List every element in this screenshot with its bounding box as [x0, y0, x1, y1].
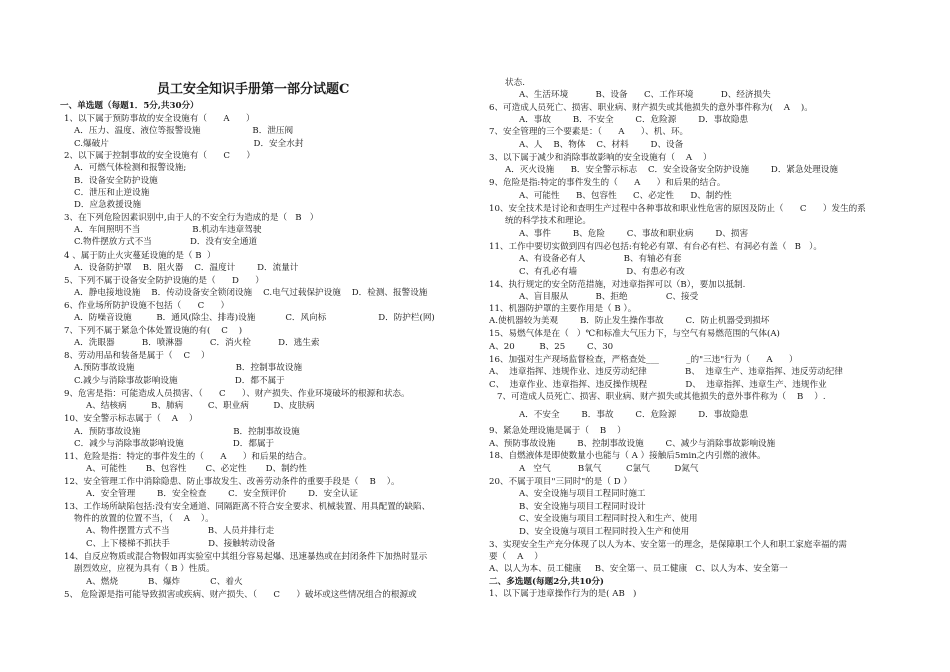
question-line: 5、下列不属于设备安全防护设施的是（ D ） — [64, 276, 264, 286]
section-heading: 一、单选题（每题1．5分,共30分） — [60, 101, 199, 111]
question-line: A．预防事故设施 B．控制事故设施 — [74, 427, 300, 437]
question-line: 11、工作中要切实做到四有四必包括:有轮必有罩、有台必有栏、有洞必有盖（ B ）。 — [489, 242, 823, 252]
question-line: C、有孔必有墙 D、有患必有改 — [519, 267, 685, 277]
question-line: D、安全设施与项目工程同时投入生产和使用 — [519, 527, 690, 537]
question-line: 12、安全管理工作中消除隐患、防止事故发生、改善劳动条件的重要手段是（ B ）。 — [64, 477, 400, 487]
question-line: 20、不属于项目"三同时"的是（ D ） — [489, 477, 632, 487]
question-line: C.爆破片 D．安全水封 — [74, 139, 304, 149]
question-line: 剧烈效应，应视为具有（ B ）性质。 — [74, 564, 215, 574]
question-line: 5、 危险源是指可能导致损害或疾病、财产损失、（ C ）破坏或这些情况组合的根源或 — [64, 590, 417, 600]
question-line: 9、紧急处理设施是属于（ B ） — [489, 426, 626, 436]
question-line: A．设备防护罩 B．阻火器 C．温度计 D．流量计 — [74, 263, 299, 273]
question-line: A、安全设施与项目工程同时施工 — [519, 489, 646, 499]
question-line: A．安全管理 B．安全检查 C．安全预评价 D．安全认证 — [86, 489, 359, 499]
question-line: C.物件摆放方式不当 D．没有安全通道 — [74, 237, 258, 247]
section-heading: 二、多选题(每题2分,共10分) — [489, 577, 605, 587]
question-line: A、物件摆置方式不当 B、人员并排行走 — [86, 526, 275, 536]
question-line: A、结核病 B、肺病 C、职业病 D、皮肤病 — [86, 401, 315, 411]
question-line: D．应急救援设施 — [74, 200, 142, 210]
question-line: C、 违章作业、违章指挥、违反操作规程 D、 违章指挥、违章生产、违规作业 — [489, 380, 827, 390]
question-line: A、盲目服从 B、拒绝 C、接受 — [519, 292, 699, 302]
question-line: A、燃烧 B、爆炸 C、着火 — [86, 577, 243, 587]
question-line: A、预防事故设施 B、控制事故设施 C、减少与消除事故影响设施 — [489, 439, 776, 449]
question-line: 统的科学技术和理论。 — [505, 216, 591, 226]
question-line: A、可能性 B、包容性 C、必定性 D、制约性 — [519, 191, 732, 201]
question-line: 4 、属于防止火灾蔓延设施的是（ B ） — [64, 251, 216, 261]
question-line: 1、以下属于违章操作行为的是( AB ) — [489, 589, 637, 599]
question-line: A．压力、温度、液位等报警设施 B．泄压阀 — [74, 126, 294, 136]
question-line: A．可燃气体检测和报警设施; — [74, 163, 187, 173]
question-line: 7、下列不属于紧急个体处置设施的有( C ) — [64, 326, 243, 336]
question-line: 18、自燃液体是即使数量小也能与（ A ）接触后5min之内引燃的液体。 — [489, 451, 766, 461]
question-line: 10、安全警示标志属于（ A ） — [64, 414, 198, 424]
question-line: C.减少与消除事故影响设施 D．都不属于 — [74, 376, 285, 386]
question-line: A、生活环境 B、设备 C、工作环境 D、经济损失 — [519, 90, 771, 100]
question-line: 物件的放置的位置不当，（ A ）。 — [74, 514, 214, 524]
question-line: A、 违章指挥、违规作业、违反劳动纪律 B、 违章生产、违章指挥、违反劳动纪律 — [489, 367, 843, 377]
question-line: A 空气 B氧气 C氯气 D氮气 — [519, 464, 699, 474]
question-line: 3、实现安全生产充分体现了以人为本、安全第一的理念，是保障职工个人和职工家庭幸福的需 — [489, 540, 847, 550]
question-line: A．事故 B．不安全 C．危险源 D．事故隐患 — [519, 115, 749, 125]
question-line: 8、劳动用品和装备是属于（ C ） — [64, 351, 210, 361]
question-line: A．车间照明不当 B.机动车违章驾驶 — [74, 225, 262, 235]
question-line: 9、危险是指:特定的事件发生的（ A ）和后果的结合。 — [489, 178, 726, 188]
question-line: A、有设备必有人 B、有轴必有套 — [519, 254, 682, 264]
question-line: C．泄压和止逆设施 — [74, 188, 150, 198]
question-line: 16、加强对生产现场监督检查，严格查处___ _的"三违"行为（ A ） — [489, 355, 798, 365]
question-line: 14、自反应物质或混合物假如再实验室中其组分容易起爆、迅速暴热或在封闭条件下加热时显示 — [64, 552, 428, 562]
question-line: 1、以下属于预防事故的安全设施有（ A ） — [64, 114, 255, 124]
question-line: 11、危险是指：特定的事件发生的（ A ）和后果的结合。 — [64, 452, 312, 462]
question-line: 6、作业场所防护设施不包括（ C ） — [64, 301, 230, 311]
question-line: B、安全设施与项目工程同时设计 — [519, 502, 646, 512]
question-line: 状态. — [505, 78, 525, 88]
question-line: 15、易燃气体是在（ ）℃和标准大气压力下，与空气有易燃范围的气体(A) — [489, 329, 780, 339]
question-line: A．不安全 B．事故 C．危险源 D．事故隐患 — [519, 410, 749, 420]
question-line: 2、以下属于控制事故的安全设施有（ C ） — [64, 151, 255, 161]
question-line: 11、机器防护罩的主要作用是（ B ）。 — [489, 304, 637, 314]
question-line: 7、安全管理的三个要素是：（ A ）、机、环。 — [489, 127, 689, 137]
question-line: 13、工作场所缺陷包括:没有安全通道、同隔距离不符合安全要求、机械装置、用具配置的缺陷、 — [64, 502, 431, 512]
question-line: 3、在下列危险因素识别中,由于人的不安全行为造成的是（ B ） — [64, 213, 319, 223]
question-line: 9、危害是指：可能造成人员损害、（ C ）、财产损失、作业环境破坏的根源和状态。 — [64, 389, 410, 399]
question-line: 3、以下属于减少和消除事故影响的安全设施有（ A ） — [489, 153, 712, 163]
question-line: A.预防事故设施 B．控制事故设施 — [74, 363, 303, 373]
question-line: A、20 B、25 C、30 — [489, 342, 614, 352]
question-line: 14、执行规定的安全防范措施，对违章指挥可以（B），要加以抵制. — [489, 280, 746, 290]
question-line: B．设备安全防护设施 — [74, 176, 158, 186]
page-title: 员工安全知识手册第一部分试题C — [157, 82, 350, 97]
question-line: A．静电接地设施 B．传动设备安全锁闭设施 C.电气过载保护设施 D．检测、报警设施 — [74, 288, 428, 298]
question-line: 10、安全技术是讨论和查明生产过程中各种事故和职业性危害的原因及防止（ C ）发生的系 — [489, 204, 866, 214]
question-line: 7、可造成人员死亡、损害、职业病、财产损失或其他损失的意外事件称为（ B ）. — [497, 392, 826, 402]
question-line: A、人 B、物体 C、材料 D、设备 — [519, 140, 684, 150]
question-line: C、安全设施与项目工程同时投入和生产、使用 — [519, 514, 698, 524]
question-line: A、以人为本、员工健康 B、安全第一、员工健康 C、以人为本、安全第一 — [489, 564, 788, 574]
question-line: A．防噪音设施 B．通风(除尘、排毒)设施 C．风向标 D．防护栏(网) — [74, 313, 435, 323]
question-line: A、事件 B、危险 C、事故和职业病 D、损害 — [519, 229, 749, 239]
question-line: 6、可造成人员死亡、损害、职业病、财产损失或其他损失的意外事件称为( A )。 — [489, 103, 813, 113]
question-line: C、上下楼梯不抓扶手 D、接触转动设备 — [86, 539, 276, 549]
question-line: A、可能性 B、包容性 C、必定性 D、制约性 — [86, 464, 307, 474]
question-line: A．灭火设施 B．安全警示标志 C．安全设备安全防护设施 D．紧急处理设施 — [505, 165, 838, 175]
question-line: A．洗眼器 B．喷淋器 C．消火栓 D．逃生索 — [74, 338, 320, 348]
question-line: C．减少与消除事故影响设施 D．都属于 — [74, 439, 275, 449]
question-line: A.使机器较为美观 B．防止发生操作事故 C．防止机器受到损坏 — [489, 316, 770, 326]
question-line: 要（ A ） — [489, 552, 543, 562]
